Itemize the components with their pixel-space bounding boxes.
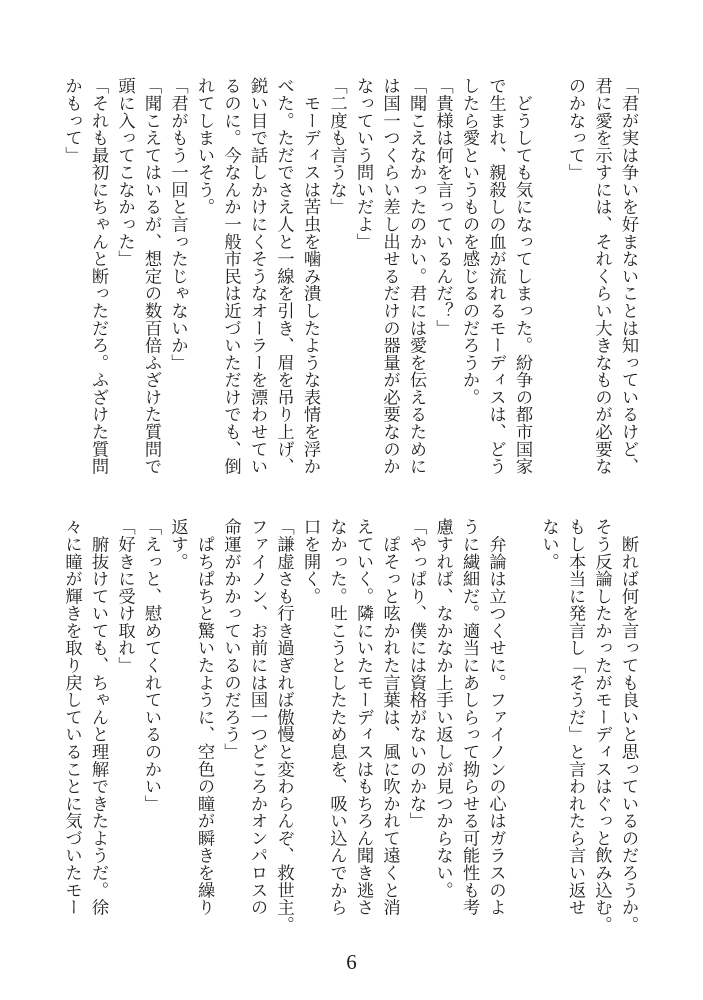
text-column: 「君がもう一回と言ったじゃないか」 <box>167 77 188 371</box>
text-column: 「聞こえなかったのかい。君には愛を伝えるために <box>406 77 426 475</box>
text-column: 慮すれば、なかなか上手い返しが見つからない。 <box>432 518 453 899</box>
text-column: で生まれ、親殺しの血が流れるモーディスは、どう <box>485 77 506 475</box>
text-column: 「えっと、慰めてくれているのかい」 <box>141 518 161 812</box>
page-number: 6 <box>346 950 357 974</box>
text-column: なかった。吐こうとしたため息を、吸い込んでから <box>326 518 347 916</box>
text-column: 「好きに受け取れ」 <box>114 518 135 674</box>
blank-line <box>535 77 562 487</box>
text-column: 「二度も言うな」 <box>326 77 347 216</box>
text-column: 返す。 <box>167 518 188 570</box>
text-column: したら愛というものを感じるのだろうか。 <box>459 77 479 406</box>
text-column: 々に瞳が輝きを取り戻していることに気づいたモー <box>61 518 82 916</box>
text-column: るのに。今なんか一般市民は近づいただけでも、倒 <box>220 77 241 475</box>
text-column: ない。 <box>538 518 559 570</box>
text-column: 「聞こえてはいるが、想定の数百倍ふざけた質問で <box>141 77 161 475</box>
text-column: かもって」 <box>61 77 82 164</box>
text-column: 君に愛を示すには、それくらい大きなものが必要な <box>591 77 612 475</box>
text-column: ぱちぱちと驚いたように、空色の瞳が瞬きを繰り <box>194 518 214 916</box>
text-column: 弁論は立つくせに。ファイノンの心はガラスのよ <box>485 518 506 916</box>
top-text-block <box>58 77 641 497</box>
text-column: れてしまいそう。 <box>194 77 214 216</box>
text-column: 鋭い目で話しかけにくそうなオーラーを漂わせてい <box>247 77 267 475</box>
text-column: ファイノン、お前には国一つどころかオンパロスの <box>247 518 267 916</box>
bottom-text-block <box>58 518 641 938</box>
text-column: うに繊細だ。適当にあしらって拗らせる可能性も考 <box>459 518 479 916</box>
text-column: ぽそっと呟かれた言葉は、風に吹かれて遠くと消 <box>379 518 400 916</box>
text-column: えていく。隣にいたモーディスはもちろん聞き逃さ <box>353 518 373 916</box>
text-column: 口を開く。 <box>300 518 320 605</box>
blank-line <box>509 518 536 928</box>
text-column: 「やっぱり、僕には資格がないのかな」 <box>406 518 426 830</box>
text-column: 命運がかかっているのだろう」 <box>220 518 241 761</box>
text-column: 「貴様は何を言っているんだ？」 <box>432 77 453 337</box>
text-column: もし本当に発言し「そうだ」と言われたら言い返せ <box>565 518 585 916</box>
text-column: べた。ただでさえ人と一線を引き、眉を吊り上げ、 <box>273 77 294 475</box>
text-column: は国一つくらい差し出せるだけの器量が必要なのか <box>379 77 400 475</box>
text-column: 腑抜けていても、ちゃんと理解できたようだ。徐 <box>88 518 108 916</box>
text-column: そう反論したかったがモーディスはぐっと飲み込む。 <box>591 518 612 933</box>
text-column: 「それも最初にちゃんと断っただろ。ふざけた質問 <box>88 77 108 475</box>
text-column: 「謙虚さも行き過ぎれば傲慢と変わらんぞ、救世主。 <box>273 518 294 933</box>
text-column: なっていう問いだよ」 <box>353 77 373 250</box>
text-column: モーディスは苦虫を噛み潰したような表情を浮か <box>300 77 320 475</box>
text-column: 断れば何を言っても良いと思っているのだろうか。 <box>618 518 638 933</box>
text-column: 頭に入ってこなかった」 <box>114 77 135 268</box>
text-column: 「君が実は争いを好まないことは知っているけど、 <box>618 77 638 475</box>
text-column: のかなって」 <box>565 77 585 181</box>
text-column: どうしても気になってしまった。紛争の都市国家 <box>512 77 532 475</box>
